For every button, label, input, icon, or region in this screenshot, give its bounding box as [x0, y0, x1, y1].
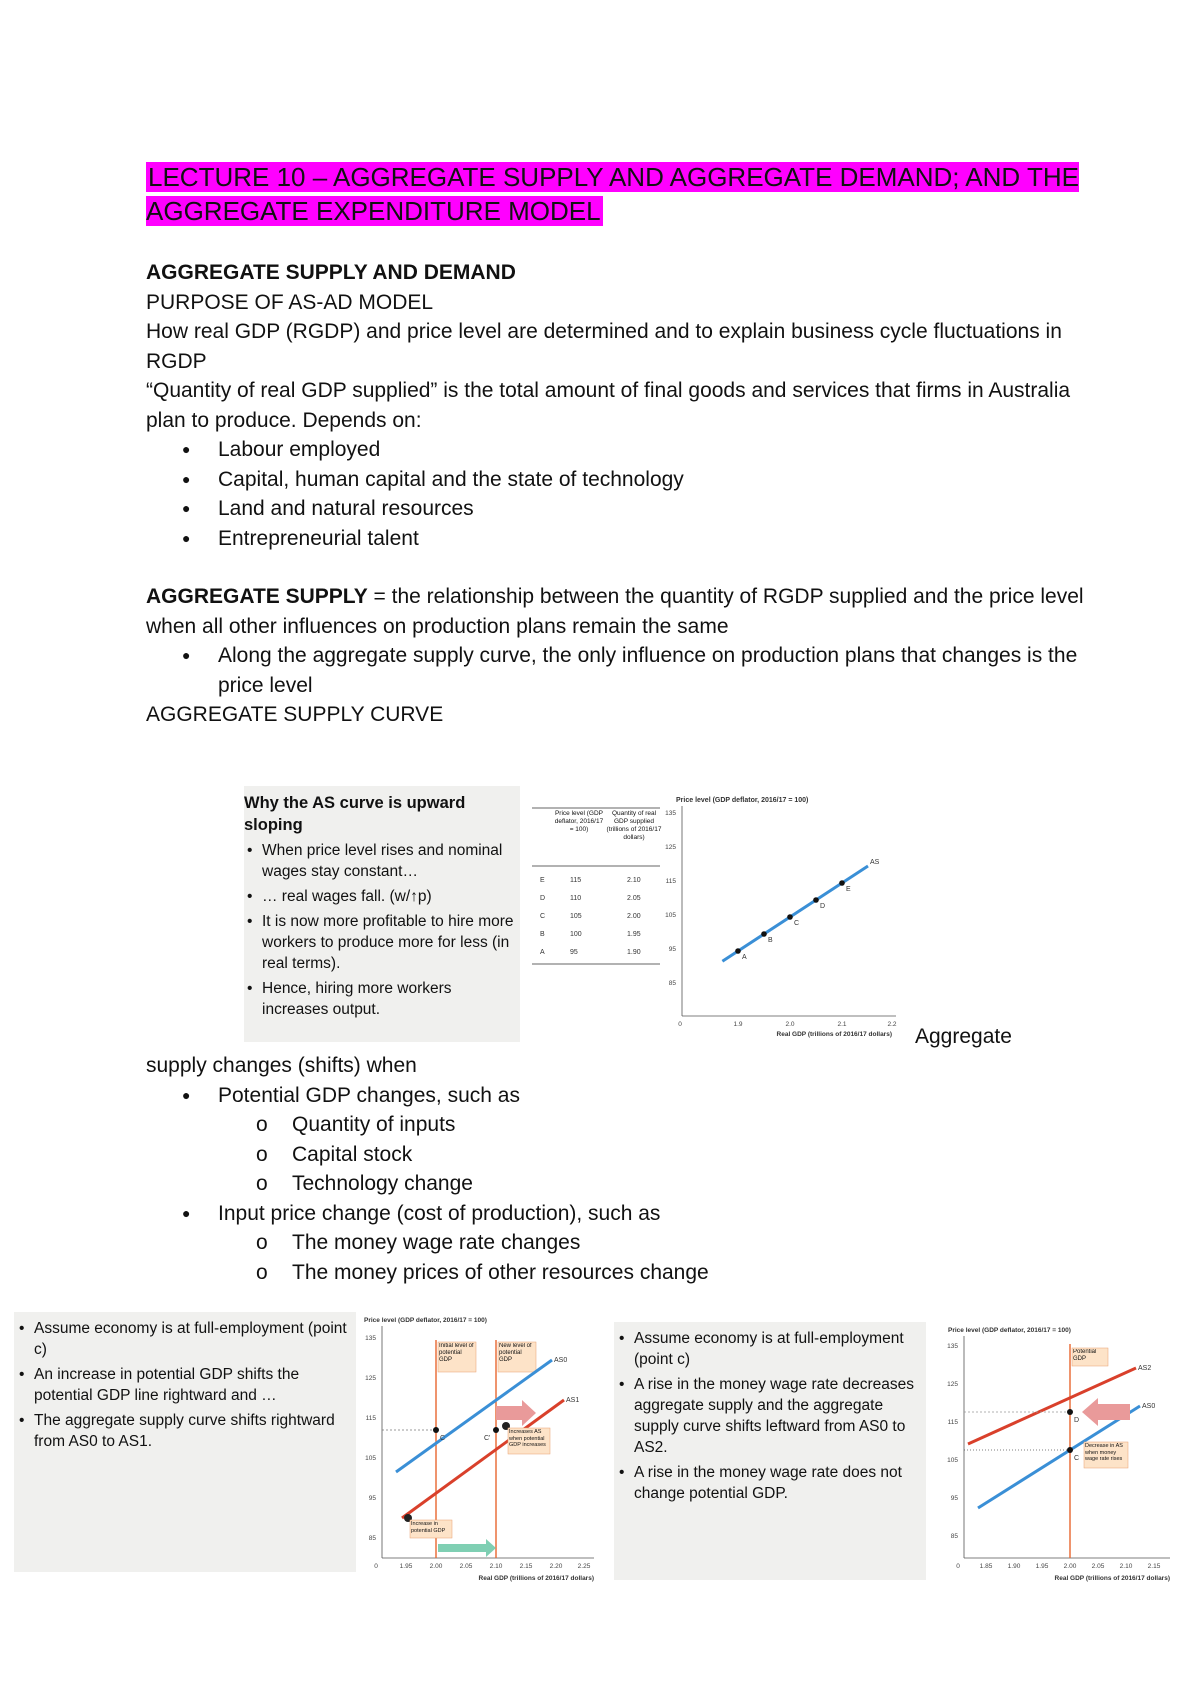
fig2-svg	[356, 1312, 598, 1584]
list-item: o Capital stock	[146, 1140, 1086, 1170]
fig1-text-panel	[244, 786, 520, 1042]
x-tick-label: 0	[374, 1563, 378, 1570]
x-tick-label: 0	[956, 1563, 960, 1570]
table-cell: 115	[570, 877, 582, 884]
point-c	[1067, 1447, 1073, 1453]
y-axis-label: Price level (GDP deflator, 2016/17 = 100)	[676, 797, 809, 804]
y-tick-label: 115	[947, 1419, 958, 1426]
list-item: • A rise in the money wage rate does not change potential GDP.	[616, 1462, 920, 1504]
x-tick-label: 0	[678, 1021, 682, 1028]
as2-label: AS2	[1138, 1365, 1152, 1372]
list-item: • Hence, hiring more workers increases output.	[244, 978, 516, 1020]
new-potential-label: New level of potential GDP	[499, 1343, 532, 1363]
list-item: • When price level rises and nominal wages stay constant…	[244, 840, 516, 882]
table-cell: 2.00	[627, 913, 641, 920]
x-tick-label: 1.95	[399, 1563, 413, 1570]
y-tick-label: 85	[950, 1533, 958, 1540]
decrease-as-label: Decrease in AS when money wage rate rises	[1085, 1443, 1123, 1462]
x-tick-label: 2.10	[489, 1563, 503, 1570]
fig2-text-panel	[14, 1312, 356, 1572]
list-item: • An increase in potential GDP shifts the potential GDP line rightward and …	[16, 1364, 350, 1406]
list-item: ● Labour employed	[146, 435, 1086, 465]
list-item: o Technology change	[146, 1169, 1086, 1199]
x-axis-label: Real GDP (trillions of 2016/17 dollars)	[776, 1031, 892, 1038]
list-item: • A rise in the money wage rate decreases aggregate supply and the aggregate supply curve shifts leftward from AS0 to AS2.	[616, 1374, 920, 1458]
shift-list	[146, 1199, 1086, 1229]
shift-left-arrow	[1082, 1398, 1130, 1426]
purpose-heading: PURPOSE OF AS-AD MODEL	[146, 290, 434, 314]
list-item: o The money prices of other resources change	[146, 1258, 1086, 1288]
list-item: ● Input price change (cost of production), such as	[146, 1199, 1086, 1229]
y-tick-label: 125	[947, 1381, 958, 1388]
y-tick-label: 125	[665, 844, 676, 851]
shift-sublist	[146, 1110, 1086, 1199]
x-tick-label: 2.10	[1119, 1563, 1133, 1570]
as1-label: AS1	[566, 1397, 580, 1404]
purpose-text: How real GDP (RGDP) and price level are determined and to explain business cycle fluctuations in RGDP	[146, 320, 1062, 373]
y-tick-label: 115	[365, 1415, 376, 1422]
fig3-text-panel	[614, 1322, 926, 1580]
point-c-label: C	[1074, 1455, 1080, 1462]
x-tick-label: 2.1	[837, 1021, 847, 1028]
table-cell: C	[540, 913, 546, 920]
list-item: ● Potential GDP changes, such as	[146, 1081, 1086, 1111]
table-cell: 100	[570, 931, 582, 938]
y-tick-label: 95	[368, 1495, 376, 1502]
y-axis-label: Price level (GDP deflator, 2016/17 = 100)	[948, 1327, 1071, 1334]
table-cell: 2.05	[627, 895, 641, 902]
as-point	[813, 897, 819, 903]
as0-label: AS0	[554, 1357, 568, 1364]
as-point-label: E	[846, 886, 851, 893]
shift-section	[146, 1051, 1086, 1287]
x-tick-label: 2.05	[1091, 1563, 1105, 1570]
y-tick-label: 135	[665, 810, 676, 817]
as-curve	[722, 866, 868, 961]
list-item: • … real wages fall. (w/↑p)	[244, 886, 516, 907]
fig1-svg	[520, 786, 900, 1042]
x-tick-label: 2.05	[459, 1563, 473, 1570]
list-item: • Assume economy is at full-employment (point c)	[16, 1318, 350, 1360]
shift-text-a: Aggregate	[915, 1025, 1012, 1048]
point-c2-label: C'	[484, 1435, 491, 1442]
shift-sublist	[146, 1228, 1086, 1287]
depends-on-list	[146, 435, 1086, 553]
point-c	[433, 1427, 439, 1433]
as-curve-heading: AGGREGATE SUPPLY CURVE	[146, 703, 444, 726]
y-tick-label: 85	[668, 980, 676, 987]
as-curve-label: AS	[870, 859, 880, 866]
as-point-label: C	[794, 920, 800, 927]
increase-potential-label: Increase in potential GDP	[411, 1521, 446, 1534]
x-tick-label: 2.15	[1147, 1563, 1161, 1570]
table-header-price: Price level (GDP deflator, 2016/17 = 100)	[554, 810, 604, 833]
as-definition-list	[146, 641, 1086, 700]
table-cell: E	[540, 877, 545, 884]
x-tick-label: 2.15	[519, 1563, 533, 1570]
y-tick-label: 135	[365, 1335, 376, 1342]
x-axis-label: Real GDP (trillions of 2016/17 dollars)	[1054, 1575, 1170, 1582]
table-cell: 1.95	[627, 931, 641, 938]
table-cell: D	[540, 895, 546, 902]
list-item: ● Capital, human capital and the state of technology	[146, 465, 1086, 495]
list-item: • The aggregate supply curve shifts rightward from AS0 to AS1.	[16, 1410, 350, 1452]
y-tick-label: 135	[947, 1343, 958, 1350]
y-tick-label: 105	[665, 912, 676, 919]
qty-supplied-text: “Quantity of real GDP supplied” is the total amount of final goods and services that firms in Australia plan to produce. Depends on:	[146, 379, 1071, 432]
x-tick-label: 2.00	[429, 1563, 443, 1570]
table-header-quantity: Quantity of real GDP supplied (trillions of 2016/17 dollars)	[606, 810, 662, 841]
fig3-svg	[940, 1322, 1174, 1584]
as-point	[787, 914, 793, 920]
list-item: • Assume economy is at full-employment (point c)	[616, 1328, 920, 1370]
as-point-label: B	[768, 937, 773, 944]
shift-list	[146, 1081, 1086, 1111]
list-item: ● Along the aggregate supply curve, the only influence on production plans that changes is the price level	[146, 641, 1086, 700]
y-axis-label: Price level (GDP deflator, 2016/17 = 100)	[364, 1317, 487, 1324]
y-tick-label: 105	[947, 1457, 958, 1464]
list-item: o The money wage rate changes	[146, 1228, 1086, 1258]
x-tick-label: 1.9	[733, 1021, 743, 1028]
x-axis-label: Real GDP (trillions of 2016/17 dollars)	[478, 1575, 594, 1582]
x-tick-label: 1.95	[1035, 1563, 1049, 1570]
y-tick-label: 95	[950, 1495, 958, 1502]
fig1-figure	[520, 786, 900, 1042]
table-cell: 1.90	[627, 949, 641, 956]
y-tick-label: 115	[665, 878, 676, 885]
list-item: • It is now more profitable to hire more workers to produce more for less (in real terms).	[244, 911, 516, 974]
as-definition: AGGREGATE SUPPLY = the relationship between the quantity of RGDP supplied and the price level when all other influences on production plans remain the same	[146, 585, 1084, 638]
x-tick-label: 1.85	[979, 1563, 993, 1570]
y-tick-label: 95	[668, 946, 676, 953]
list-item: o Quantity of inputs	[146, 1110, 1086, 1140]
increase-as-label: Increases AS when potential GDP increases	[509, 1429, 546, 1448]
fig3-figure	[940, 1322, 1174, 1584]
page-title: LECTURE 10 – AGGREGATE SUPPLY AND AGGREGATE DEMAND; AND THE AGGREGATE EXPENDITURE MODEL	[146, 162, 1079, 226]
x-tick-label: 2.2	[887, 1021, 897, 1028]
potential-shift-arrow	[438, 1539, 496, 1557]
as-point	[735, 948, 741, 954]
document-body	[146, 160, 1086, 730]
x-tick-label: 2.0	[785, 1021, 795, 1028]
x-tick-label: 2.00	[1063, 1563, 1077, 1570]
y-tick-label: 85	[368, 1535, 376, 1542]
shift-right-arrow	[496, 1400, 536, 1426]
initial-potential-label: Initial level of potential GDP	[439, 1343, 474, 1363]
point-d	[1067, 1409, 1073, 1415]
table-cell: B	[540, 931, 545, 938]
x-tick-label: 1.90	[1007, 1563, 1021, 1570]
table-cell: 105	[570, 913, 582, 920]
x-tick-label: 2.20	[549, 1563, 563, 1570]
potential-gdp-label: Potential GDP	[1073, 1349, 1097, 1362]
point-c-label: C	[440, 1435, 446, 1442]
list-item: ● Land and natural resources	[146, 494, 1086, 524]
as0-label: AS0	[1142, 1403, 1156, 1410]
point-d-label: D	[1074, 1417, 1080, 1424]
as-point	[839, 880, 845, 886]
section-heading: AGGREGATE SUPPLY AND DEMAND	[146, 261, 516, 284]
as-point-label: D	[820, 903, 826, 910]
table-cell: A	[540, 949, 545, 956]
table-cell: 110	[570, 895, 582, 902]
shift-text-b: supply changes (shifts) when	[146, 1054, 417, 1077]
table-cell: 2.10	[627, 877, 641, 884]
as-point-label: A	[742, 954, 747, 961]
fig2-figure	[356, 1312, 598, 1584]
y-tick-label: 105	[365, 1455, 376, 1462]
x-tick-label: 2.25	[577, 1563, 591, 1570]
list-item: ● Entrepreneurial talent	[146, 524, 1086, 554]
fig1-heading: Why the AS curve is upward sloping	[244, 794, 466, 834]
table-cell: 95	[570, 949, 578, 956]
as-point	[761, 931, 767, 937]
point-c2	[493, 1427, 499, 1433]
as1-curve	[402, 1400, 564, 1518]
y-tick-label: 125	[365, 1375, 376, 1382]
